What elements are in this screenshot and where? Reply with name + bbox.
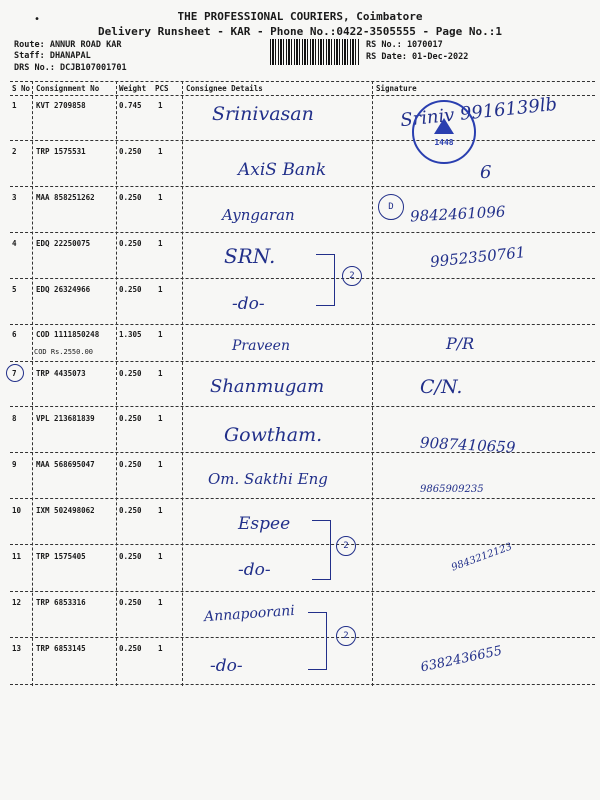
row-rule [10, 406, 595, 407]
grouping-bracket [312, 520, 331, 580]
row-sno: 2 [12, 147, 17, 156]
row-sno: 10 [12, 506, 22, 515]
row-sno: 6 [12, 330, 17, 339]
staff-label: Staff: DHANAPAL [14, 51, 91, 61]
row-signature: C/N. [420, 376, 463, 398]
col-header-weight: Weight [119, 84, 147, 93]
row-consignee: -do- [210, 656, 243, 676]
column-divider [182, 81, 183, 686]
rs-no-label: RS No.: 1070017 [366, 40, 443, 50]
row-consignment: MAA 568695047 [36, 460, 95, 469]
row-signature: 9843212123 [450, 541, 514, 574]
rs-date-label: RS Date: 01-Dec-2022 [366, 52, 469, 62]
row-consignee: Annapoorani [203, 602, 296, 626]
row-weight: 0.250 [119, 193, 142, 202]
row-consignment: EDQ 26324966 [36, 285, 91, 294]
col-header-sno: S No [12, 84, 31, 93]
row-pcs: 1 [158, 193, 163, 202]
row-consignment: TRP 1575531 [36, 147, 86, 156]
row-pcs: 1 [158, 506, 163, 515]
row-signature: 9842461096 [409, 202, 506, 226]
row-pcs: 1 [158, 147, 163, 156]
row-consignment: EDQ 22250075 [36, 239, 91, 248]
row-pcs: 1 [158, 101, 163, 110]
row-rule [10, 140, 595, 141]
cod-amount-note: COD Rs.2550.00 [34, 348, 94, 356]
column-divider [32, 81, 33, 686]
row-consignee: AxiS Bank [238, 160, 327, 180]
route-label: Route: ANNUR ROAD KAR [14, 40, 122, 50]
row-signature: Sriniv 9916139lb [399, 93, 559, 132]
row-rule [10, 278, 595, 279]
count-circle-mark: 2 [342, 266, 362, 286]
row-consignee: -do- [232, 294, 265, 314]
count-circle-mark: 2 [336, 626, 356, 646]
row-consignment: TRP 6853316 [36, 598, 86, 607]
row-weight: 0.250 [119, 644, 142, 653]
bank-logo-icon [434, 118, 454, 134]
row-sno: 8 [12, 414, 17, 423]
row-weight: 0.250 [119, 460, 142, 469]
row-weight: 0.250 [119, 285, 142, 294]
row-consignment: COD 1111850248 [36, 330, 100, 339]
row-consignment: IXM 502498062 [36, 506, 95, 515]
drs-label: DRS No.: DCJB107001701 [14, 63, 127, 73]
bank-seal-stamp [412, 100, 476, 164]
row-sno: 11 [12, 552, 22, 561]
col-header-consignment: Consignment No [36, 84, 100, 93]
page-subtitle: Delivery Runsheet - KAR - Phone No.:0422-3505555 - Page No.:1 [98, 25, 502, 38]
row-pcs: 1 [158, 644, 163, 653]
row-weight: 1.305 [119, 330, 142, 339]
row-rule [10, 498, 595, 499]
row-sno: 7 [12, 369, 17, 378]
row-consignment: VPL 213681839 [36, 414, 95, 423]
row-weight: 0.745 [119, 101, 142, 110]
row-signature: 9087410659 [419, 433, 516, 457]
row-consignee: Shanmugam [210, 376, 325, 397]
table-header-rule [10, 95, 595, 96]
row-sno: 9 [12, 460, 17, 469]
row-sno: 12 [12, 598, 22, 607]
row-sno: 1 [12, 101, 17, 110]
row-signature: P/R [446, 334, 475, 353]
row-pcs: 1 [158, 285, 163, 294]
barcode-icon [270, 39, 360, 65]
grouping-bracket [316, 254, 335, 306]
row-pcs: 1 [158, 414, 163, 423]
row-sno: 3 [12, 193, 17, 202]
page-title: THE PROFESSIONAL COURIERS, Coimbatore [177, 10, 423, 23]
row-weight: 0.250 [119, 147, 142, 156]
row-signature: 6 [480, 162, 492, 183]
row-rule [10, 232, 595, 233]
row-rule [10, 361, 595, 362]
row-consignee: -do- [238, 560, 271, 580]
column-divider [372, 81, 373, 686]
row-consignee: Espee [238, 514, 291, 534]
row-weight: 0.250 [119, 506, 142, 515]
column-divider [116, 81, 117, 686]
row-pcs: 1 [158, 598, 163, 607]
row-consignee: Praveen [232, 338, 290, 354]
row-rule [10, 591, 595, 592]
row-consignee: Srinivasan [212, 103, 314, 125]
table-bottom-rule [10, 684, 595, 685]
bullet-mark-icon: • [34, 14, 41, 25]
row-consignment: MAA 858251262 [36, 193, 95, 202]
table-top-rule [10, 81, 595, 82]
row-weight: 0.250 [119, 552, 142, 561]
row-signature: 9865909235 [420, 484, 484, 495]
row-rule [10, 186, 595, 187]
row-consignment: TRP 6853145 [36, 644, 86, 653]
row-weight: 0.250 [119, 369, 142, 378]
row-signature: 9952350761 [429, 243, 527, 271]
count-circle-mark: 2 [336, 536, 356, 556]
col-header-pcs: PCS [155, 84, 169, 93]
row-rule [10, 324, 595, 325]
stamp-number: 1448 [434, 138, 454, 147]
row-pcs: 1 [158, 552, 163, 561]
row-signature: 6382436655 [419, 643, 504, 676]
row-sno: 4 [12, 239, 17, 248]
signature-circle-mark: D [378, 194, 404, 220]
col-header-consignee: Consignee Details [186, 84, 263, 93]
col-header-signature: Signature [376, 84, 417, 93]
row-pcs: 1 [158, 369, 163, 378]
row-consignee: Om. Sakthi Eng [208, 470, 328, 488]
row-sno: 5 [12, 285, 17, 294]
grouping-bracket [308, 612, 327, 670]
row-consignment: TRP 4435073 [36, 369, 86, 378]
row-pcs: 1 [158, 239, 163, 248]
row-weight: 0.250 [119, 414, 142, 423]
row-pcs: 1 [158, 460, 163, 469]
row-sno: 13 [12, 644, 22, 653]
row-weight: 0.250 [119, 239, 142, 248]
row-consignee: Ayngaran [222, 206, 295, 224]
row-consignment: TRP 1575405 [36, 552, 86, 561]
row-consignee: Gowtham. [224, 424, 323, 446]
row-pcs: 1 [158, 330, 163, 339]
row-consignee: SRN. [224, 244, 276, 268]
row-rule [10, 637, 595, 638]
row-consignment: KVT 2709858 [36, 101, 86, 110]
row-weight: 0.250 [119, 598, 142, 607]
